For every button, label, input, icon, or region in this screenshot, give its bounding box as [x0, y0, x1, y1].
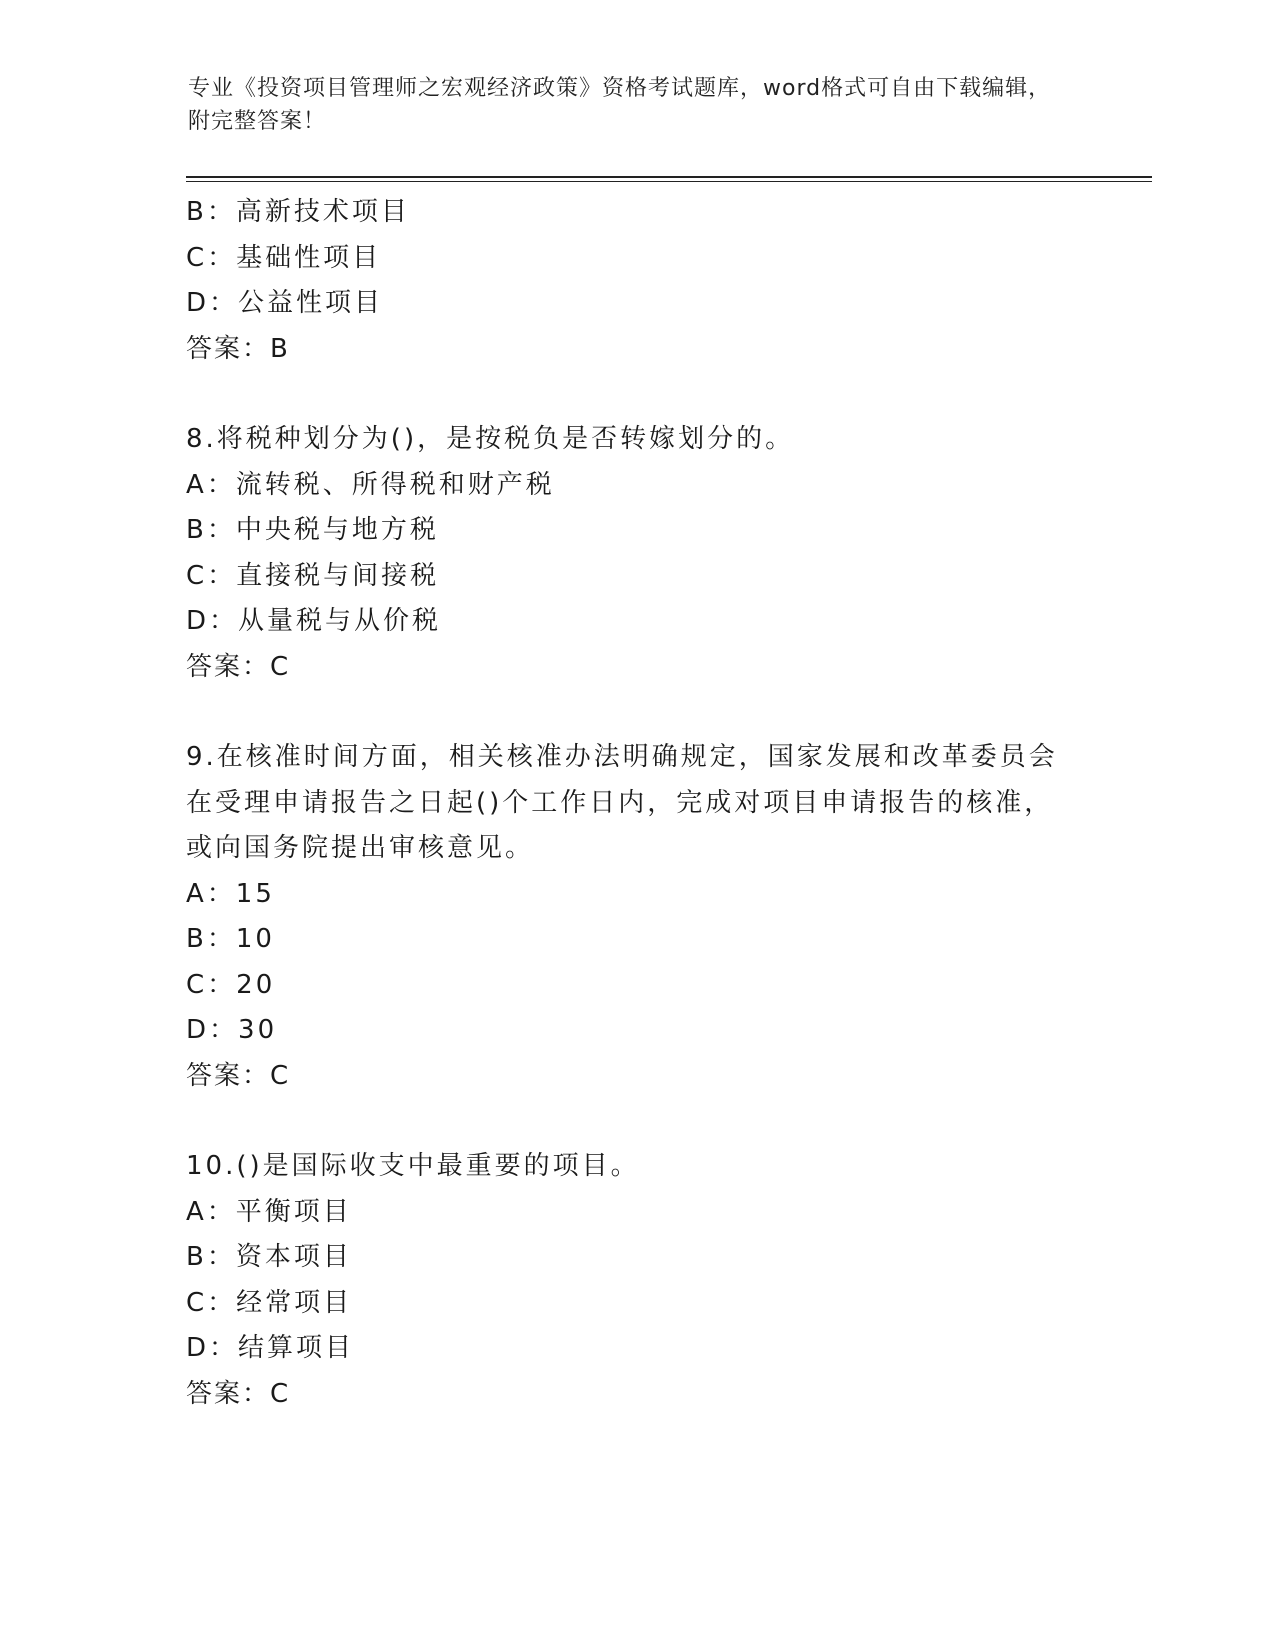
- document-header: 专业《投资项目管理师之宏观经济政策》资格考试题库，word格式可自由下载编辑，附完整答案！: [188, 76, 1052, 134]
- question-text: 9.在核准时间方面，相关核准办法明确规定，国家发展和改革委员会在受理申请报告之日起()个工作日内，完成对项目申请报告的核准，或向国务院提出审核意见。: [186, 742, 1058, 863]
- option-d: D：结算项目: [186, 1333, 355, 1363]
- spacer: [186, 690, 1086, 735]
- question-block-10: [186, 1144, 1086, 1417]
- header-rule-thin: [186, 181, 1152, 182]
- answer-line: 答案：C: [186, 1060, 291, 1091]
- question-block-9: [186, 735, 1086, 1099]
- question-block-8: [186, 417, 1086, 690]
- header-rule-thick: [186, 176, 1152, 178]
- option-b: B：高新技术项目: [186, 197, 410, 227]
- option-a: A：流转税、所得税和财产税: [186, 469, 555, 500]
- answer-line: 答案：B: [186, 333, 290, 364]
- option-c: C：经常项目: [186, 1287, 353, 1318]
- option-b: B：中央税与地方税: [186, 515, 439, 545]
- option-c: C：直接税与间接税: [186, 560, 440, 591]
- option-d: D：30: [186, 1015, 278, 1045]
- option-a: A：15: [186, 878, 275, 909]
- option-d: D：公益性项目: [186, 288, 384, 318]
- option-b: B：资本项目: [186, 1242, 352, 1272]
- question-text: 10.()是国际收支中最重要的项目。: [186, 1151, 640, 1181]
- option-a: A：平衡项目: [186, 1196, 352, 1227]
- option-c: C：20: [186, 969, 276, 1000]
- question-block-partial: [186, 190, 1086, 372]
- spacer: [186, 1099, 1086, 1144]
- option-b: B：10: [186, 924, 275, 954]
- question-content: [186, 190, 1086, 1417]
- option-c: C：基础性项目: [186, 242, 382, 273]
- answer-line: 答案：C: [186, 651, 291, 682]
- option-d: D：从量税与从价税: [186, 606, 442, 636]
- question-text: 8.将税种划分为()，是按税负是否转嫁划分的。: [186, 424, 795, 454]
- spacer: [186, 372, 1086, 417]
- answer-line: 答案：C: [186, 1378, 291, 1409]
